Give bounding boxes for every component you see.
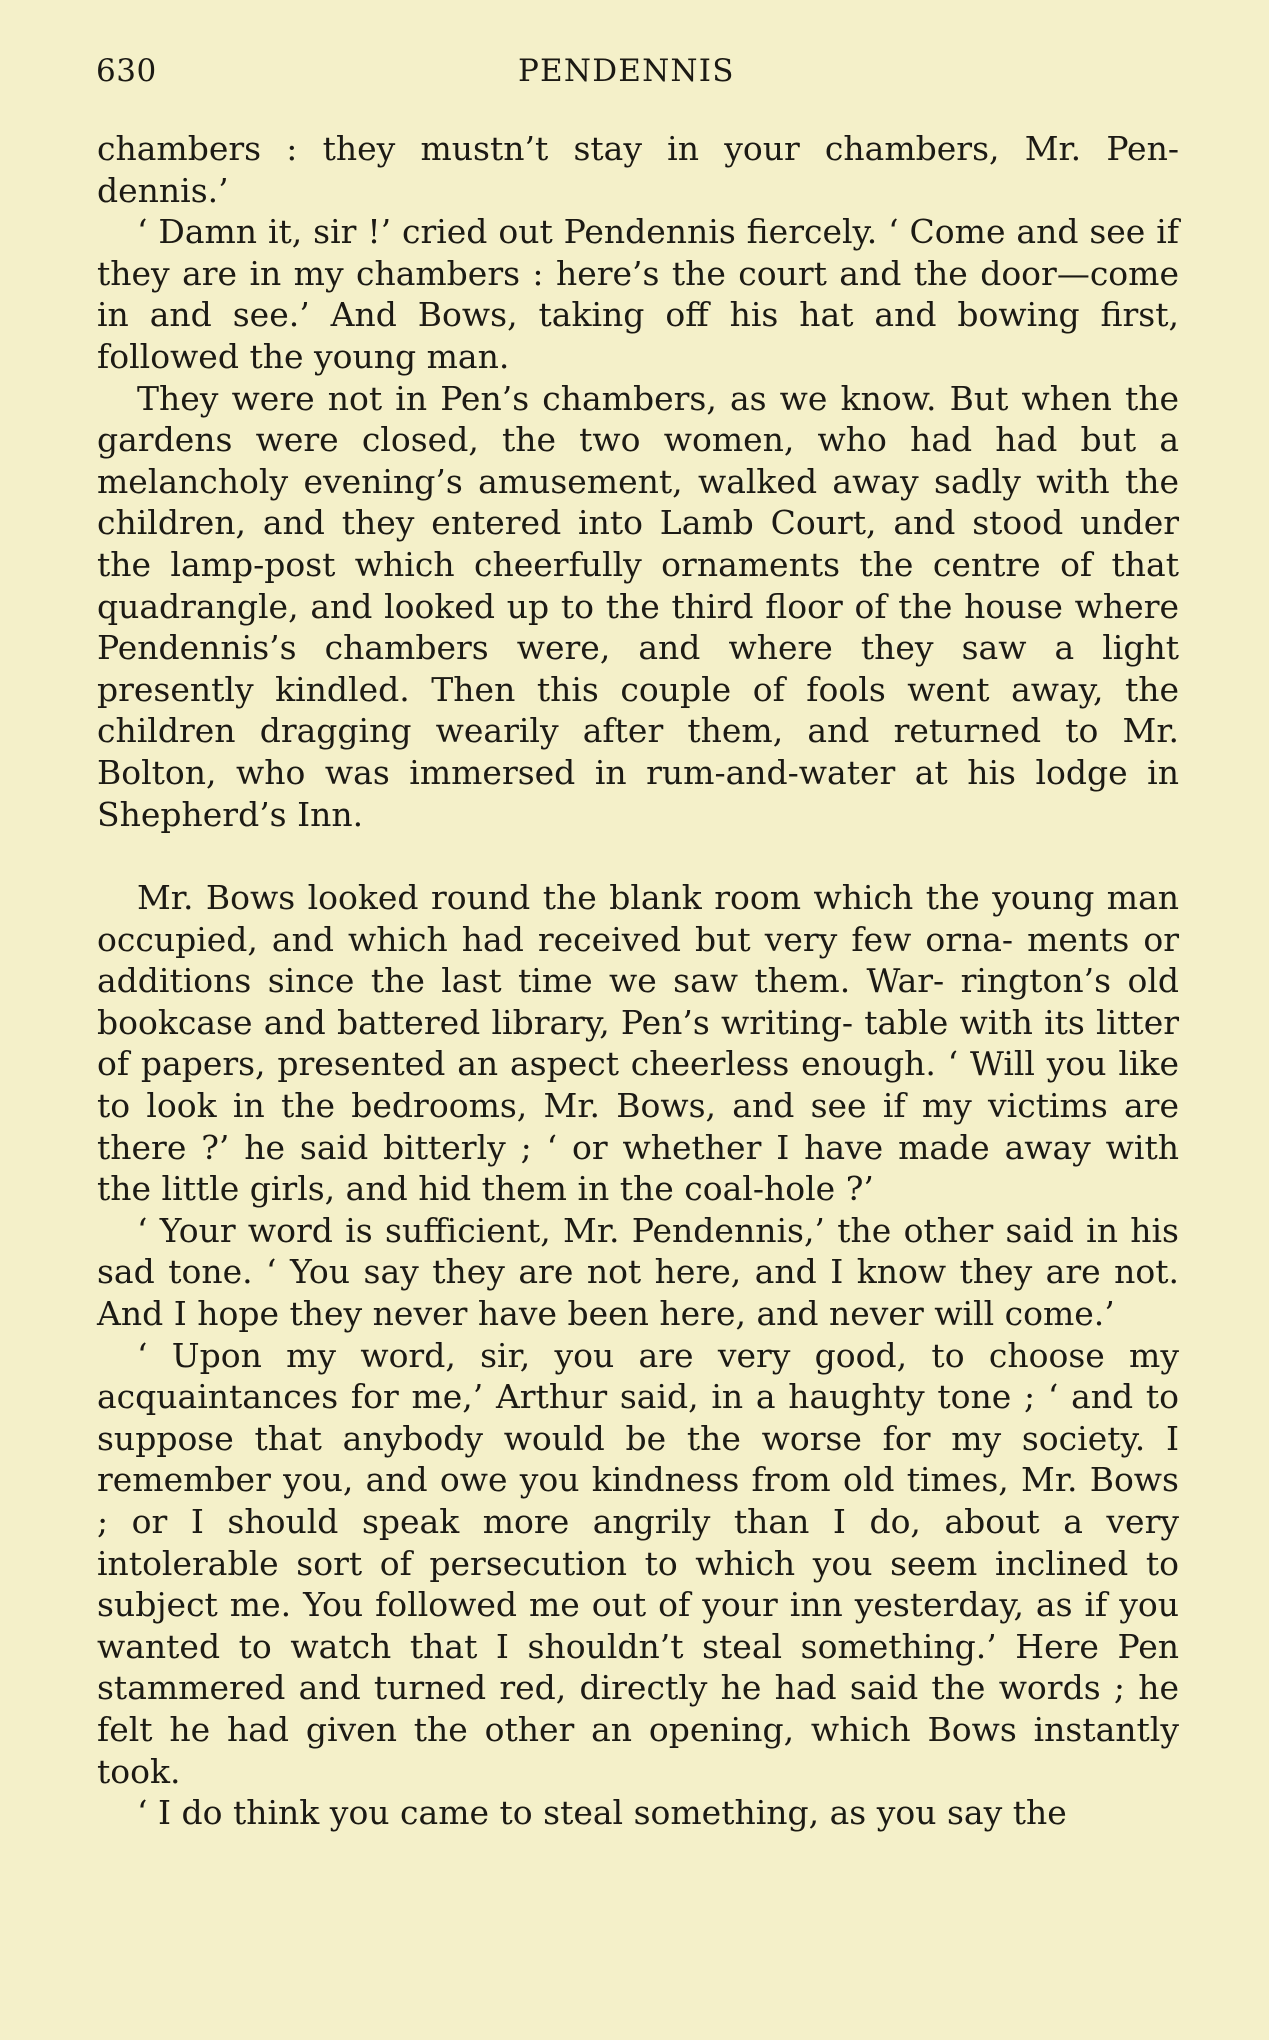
paragraph: ‘ I do think you came to steal something, as you say the [137,1793,1067,1833]
paragraph: ‘ Upon my word, sir, you are very good, to choose my acquaintances for me,’ Arthur said, in a haughty tone ; ‘ and to suppose that anybody would be the worse for my society. I remember you, and owe you kindness from old times, Mr. Bows ; or I should speak more angrily than I do, about a very intolerable sort of persecution to which you seem inclined to subject me. You followed me out of your inn yesterday, as if you wanted to watch that I shouldn’t steal something.’ Here Pen stammered and turned red, directly he had said the words ; he felt he had given the other an opening, which Bows instantly took. [97,1335,1179,1791]
paragraph: ‘ Your word is sufficient, Mr. Pendennis,’ the other said in his sad tone. ‘ You say they are not here, and I know they are not. And I hope they never have been here, and never will come.’ [97,1210,1179,1334]
page-header [96,50,1178,94]
paragraph: Mr. Bows looked round the blank room which the young man occupied, and which had received but very few orna- ments or additions since the last time we saw them. War- rington’s old bookcase and battered library, Pen’s writing- table with its litter of papers, presented an aspect cheerless enough. ‘ Will you like to look in the bedrooms, Mr. Bows, and see if my victims are there ?’ he said bitterly ; ‘ or whether I have made away with the little girls, and hid them in the coal-hole ?’ [97,878,1179,1209]
section-break [97,835,1179,877]
body-text [97,128,1179,1834]
page-number: 630 [96,53,157,89]
paragraph: ‘ Damn it, sir !’ cried out Pendennis fiercely. ‘ Come and see if they are in my chambers : here’s the court and the door—come in and see.’ And Bows, taking off his hat and bowing first, followed the young man. [97,212,1179,376]
running-title: PENDENNIS [518,53,735,89]
paragraph: They were not in Pen’s chambers, as we know. But when the gardens were closed, the two women, who had had but a melancholy evening’s amusement, walked away sadly with the children, and they entered into Lamb Court, and stood under the lamp-post which cheerfully ornaments the centre of that quadrangle, and looked up to the third floor of the house where Pendennis’s chambers were, and where they saw a light presently kindled. Then this couple of fools went away, the children dragging wearily after them, and returned to Mr. Bolton, who was immersed in rum-and-water at his lodge in Shepherd’s Inn. [97,378,1179,834]
paragraph-continuation: chambers : they mustn’t stay in your chambers, Mr. Pen- dennis.’ [97,129,1179,210]
